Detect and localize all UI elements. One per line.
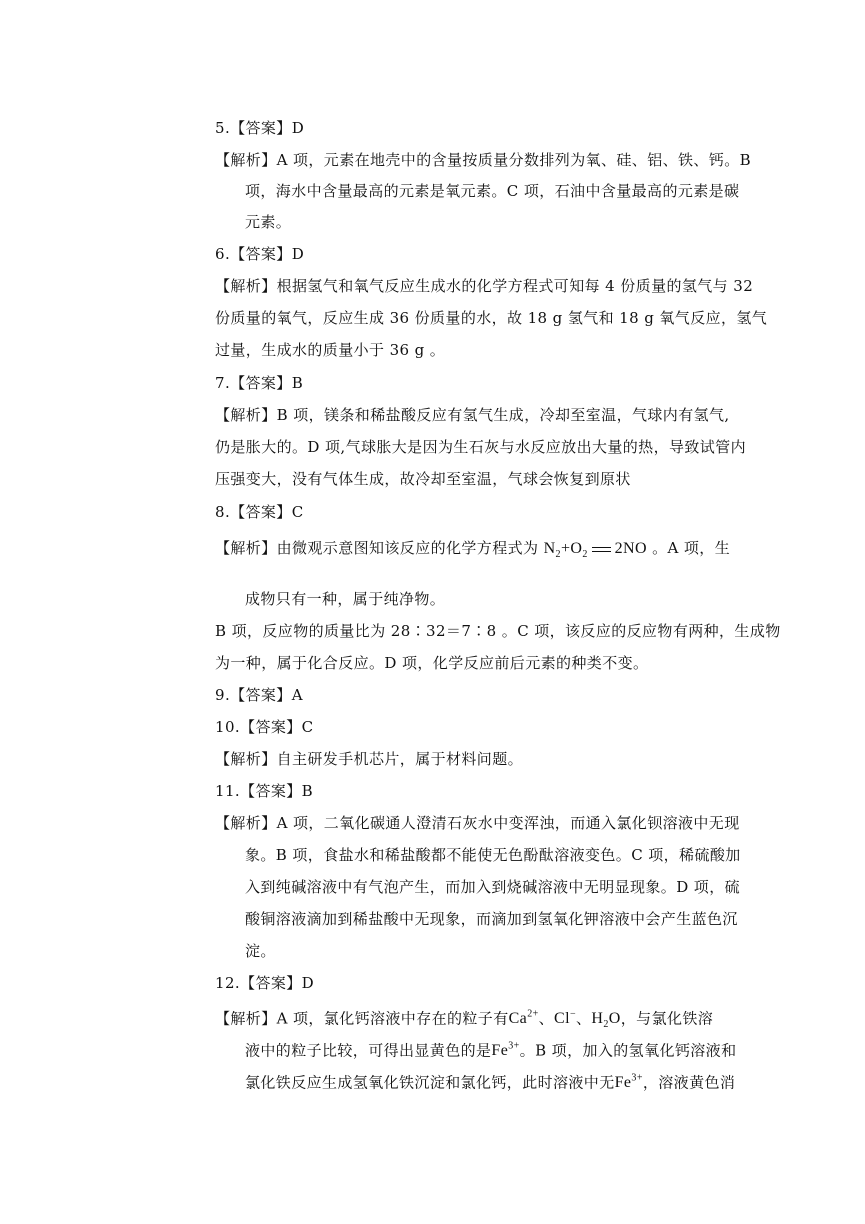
analysis-7-line-2: 仍是胀大的。D 项,气球胀大是因为生石灰与水反应放出大量的热，导致试管内 [215, 438, 746, 456]
separator: 、 [576, 1009, 592, 1028]
analysis-10-line-1: 【解析】自主研发手机芯片，属于材料问题。 [215, 750, 524, 768]
answer-10: 10.【答案】C [215, 718, 314, 736]
equals-sign [592, 539, 611, 559]
analysis-6-line-3: 过量，生成水的质量小于 36 g 。 [215, 341, 446, 359]
iron-ion: $Fe^{3+}$ [491, 1041, 520, 1060]
analysis-11-line-1: 【解析】A 项，二氧化碳通人澄清石灰水中变浑浊，而通入氯化钡溶液中无现 [215, 814, 740, 832]
analysis-8-line-1-text: 【解析】由微观示意图知该反应的化学方程式为 [215, 539, 539, 557]
analysis-11-line-4: 酸铜溶液滴加到稀盐酸中无现象，而滴加到氢氧化钾溶液中会产生蓝色沉 [245, 910, 738, 928]
analysis-8-line-1-tail: 。A 项，生 [652, 539, 731, 557]
chloride-ion: Cl− [554, 1009, 577, 1028]
answer-9: 9.【答案】A [215, 686, 303, 704]
analysis-8-line-4: 为一种，属于化合反应。D 项，化学反应前后元素的种类不变。 [215, 654, 649, 672]
analysis-5-line-2: 项，海水中含量最高的元素是氧元素。C 项，石油中含量最高的元素是碳 [245, 182, 740, 200]
analysis-8-line-1 [215, 538, 730, 565]
calcium-ion: $Ca^{2+}$ [508, 1009, 539, 1028]
answer-8: 8.【答案】C [215, 503, 304, 521]
analysis-12-line-1-text: 【解析】A 项，氯化钙溶液中存在的粒子有 [215, 1009, 509, 1028]
analysis-8-line-3: B 项，反应物的质量比为 28∶32＝7∶8 。C 项，该反应的反应物有两种，生成物 [215, 622, 781, 640]
analysis-12-line-1 [215, 1005, 713, 1036]
analysis-11-line-3: 入到纯碱溶液中有气泡产生，而加入到烧碱溶液中无明显现象。D 项，硫 [245, 878, 740, 896]
answer-6: 6.【答案】D [215, 245, 305, 263]
analysis-11-line-5: 淀。 [245, 942, 276, 960]
analysis-6-line-2: 份质量的氧气，反应生成 36 份质量的水，故 18 g 氢气和 18 g 氧气反应，氢气 [215, 309, 768, 327]
analysis-7-line-3: 压强变大，没有气体生成，故冷却至室温，气球会恢复到原状 [215, 470, 631, 488]
analysis-12-line-1-tail: ，与氯化铁溶 [620, 1009, 714, 1028]
answer-12: 12.【答案】D [215, 974, 315, 992]
analysis-12-line-3-tail: ，溶液黄色消 [642, 1073, 736, 1092]
analysis-6-line-1: 【解析】根据氢气和氧气反应生成水的化学方程式可知每 4 份质量的氢气与 32 [215, 277, 754, 295]
analysis-12-line-2 [245, 1037, 736, 1061]
water-formula: $H_2O$ [591, 1010, 621, 1031]
answer-5: 5.【答案】D [215, 119, 305, 137]
analysis-12-line-2-text: 液中的粒子比较，可得出显黄色的是 [245, 1041, 492, 1060]
analysis-5-line-3: 元素。 [245, 213, 292, 231]
analysis-12-line-3-text: 氯化铁反应生成氢氧化铁沉淀和氯化钙，此时溶液中无 [245, 1073, 615, 1092]
analysis-7-line-1: 【解析】B 项，镁条和稀盐酸反应有氢气生成，冷却至室温，气球内有氢气, [215, 406, 730, 424]
analysis-12-line-3 [245, 1069, 735, 1093]
analysis-5-line-1: 【解析】A 项，元素在地壳中的含量按质量分数排列为氧、硅、铝、铁、钙。B [215, 151, 752, 169]
analysis-11-line-2: 象。B 项，食盐水和稀盐酸都不能使无色酚酞溶液变色。C 项，稀硫酸加 [245, 846, 741, 864]
reaction-equation: $N_2+O_2$ 2NO [543, 540, 647, 561]
analysis-8-line-2: 成物只有一种，属于纯净物。 [245, 590, 446, 608]
iron-ion: $Fe^{3+}$ [614, 1073, 643, 1092]
analysis-12-line-2-tail: 。B 项，加入的氢氧化钙溶液和 [519, 1041, 737, 1060]
answer-11: 11.【答案】B [215, 782, 314, 800]
separator: 、 [538, 1009, 555, 1028]
answer-7: 7.【答案】B [215, 374, 304, 392]
